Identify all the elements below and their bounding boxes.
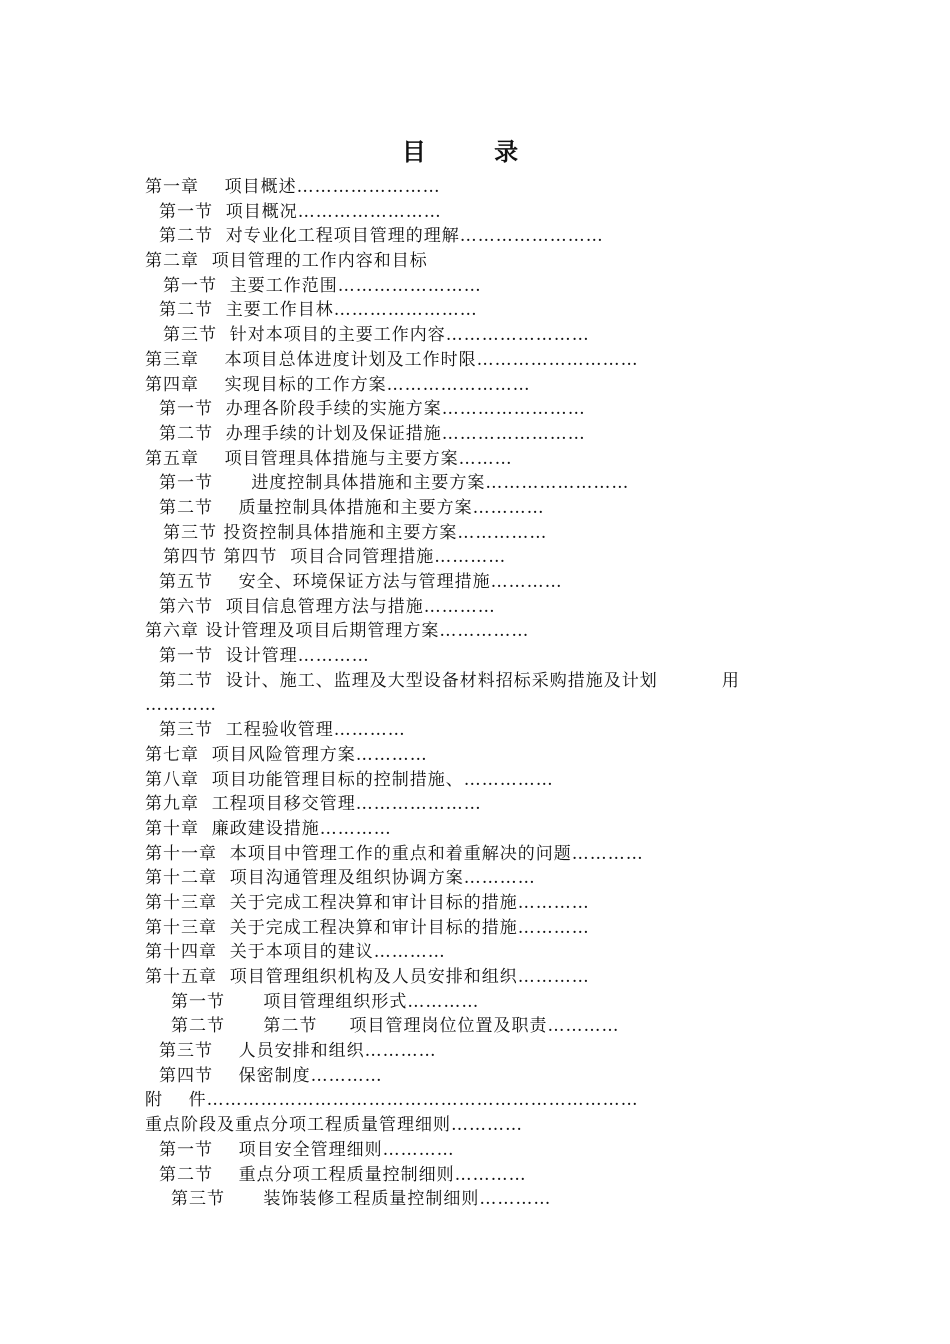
toc-entry: 第一章 项目概述…………………… bbox=[145, 177, 441, 197]
toc-entry: 第一节 项目概况…………………… bbox=[159, 201, 442, 222]
toc-entry: 第九章 工程项目移交管理………………… bbox=[145, 794, 482, 815]
toc-entry: 第十章 廉政建设措施………… bbox=[145, 818, 392, 839]
toc-entry: 第一节 进度控制具体措施和主要方案…………………… bbox=[159, 473, 630, 494]
toc-entry: 第四章 实现目标的工作方案…………………… bbox=[145, 374, 531, 395]
toc-entry: 第四节 第四节 项目合同管理措施………… bbox=[163, 547, 507, 568]
toc-entry: 第四节 保密制度………… bbox=[159, 1065, 383, 1086]
toc-entry: 第二节 设计、施工、监理及大型设备材料招标采购措施及计划 用 bbox=[159, 670, 740, 691]
toc-entry: 第一节 项目安全管理细则………… bbox=[159, 1139, 455, 1160]
toc-entry: 第三节 人员安排和组织………… bbox=[159, 1041, 437, 1062]
toc-entry: 第十五章 项目管理组织机构及人员安排和组织………… bbox=[145, 967, 590, 987]
toc-entry: 第十四章 关于本项目的建议………… bbox=[145, 942, 446, 963]
toc-entry: 第一节 设计管理………… bbox=[159, 646, 370, 667]
toc-entry: 第五节 安全、环境保证方法与管理措施………… bbox=[159, 572, 563, 592]
toc-entry: 第二节 对专业化工程项目管理的理解…………………… bbox=[159, 226, 604, 247]
toc-entry: 第三节 投资控制具体措施和主要方案…………… bbox=[163, 522, 548, 543]
toc-entry: 第一节 办理各阶段手续的实施方案…………………… bbox=[159, 399, 586, 420]
toc-entry: 第十三章 关于完成工程决算和审计目标的措施………… bbox=[145, 892, 590, 913]
toc-entry: 重点阶段及重点分项工程质量管理细则………… bbox=[145, 1115, 523, 1136]
toc-entry: 第二节 重点分项工程质量控制细则………… bbox=[159, 1164, 527, 1185]
toc-entry: 第三章 本项目总体进度计划及工作时限……………………… bbox=[145, 349, 639, 370]
toc-entry: 第二节 质量控制具体措施和主要方案………… bbox=[159, 497, 545, 518]
toc-entry: 第十一章 本项目中管理工作的重点和着重解决的问题………… bbox=[145, 843, 644, 864]
toc-entry: ………… bbox=[145, 695, 217, 716]
toc-title: 目 录 bbox=[401, 137, 549, 166]
toc-entry: 第六章 设计管理及项目后期管理方案…………… bbox=[145, 621, 530, 642]
toc-entry: 第二章 项目管理的工作内容和目标 bbox=[145, 251, 428, 272]
toc-entry: 第二节 第二节 项目管理岗位位置及职责………… bbox=[171, 1016, 620, 1037]
toc-entry: 第三节 装饰装修工程质量控制细则………… bbox=[171, 1189, 552, 1210]
toc-entry: 第十三章 关于完成工程决算和审计目标的措施………… bbox=[145, 917, 590, 938]
toc-entry: 第二节 主要工作目林…………………… bbox=[159, 300, 478, 321]
toc-list bbox=[145, 175, 825, 1212]
toc-entry: 第二节 办理手续的计划及保证措施…………………… bbox=[159, 423, 586, 444]
toc-entry: 第三节 工程验收管理………… bbox=[159, 720, 406, 741]
toc-entry: 第三节 针对本项目的主要工作内容…………………… bbox=[163, 325, 590, 346]
toc-entry: 第一节 项目管理组织形式………… bbox=[171, 991, 480, 1012]
toc-entry: 第十二章 项目沟通管理及组织协调方案………… bbox=[145, 868, 536, 889]
toc-entry: 第八章 项目功能管理目标的控制措施、…………… bbox=[145, 769, 554, 790]
toc-entry: 第一节 主要工作范围…………………… bbox=[163, 275, 482, 296]
toc-entry: 第六节 项目信息管理方法与措施………… bbox=[159, 596, 496, 617]
toc-entry: 第七章 项目风险管理方案………… bbox=[145, 744, 428, 765]
toc-entry: 第五章 项目管理具体措施与主要方案……… bbox=[145, 448, 513, 469]
toc-entry: 附 件……………………………………………………………… bbox=[145, 1090, 639, 1111]
